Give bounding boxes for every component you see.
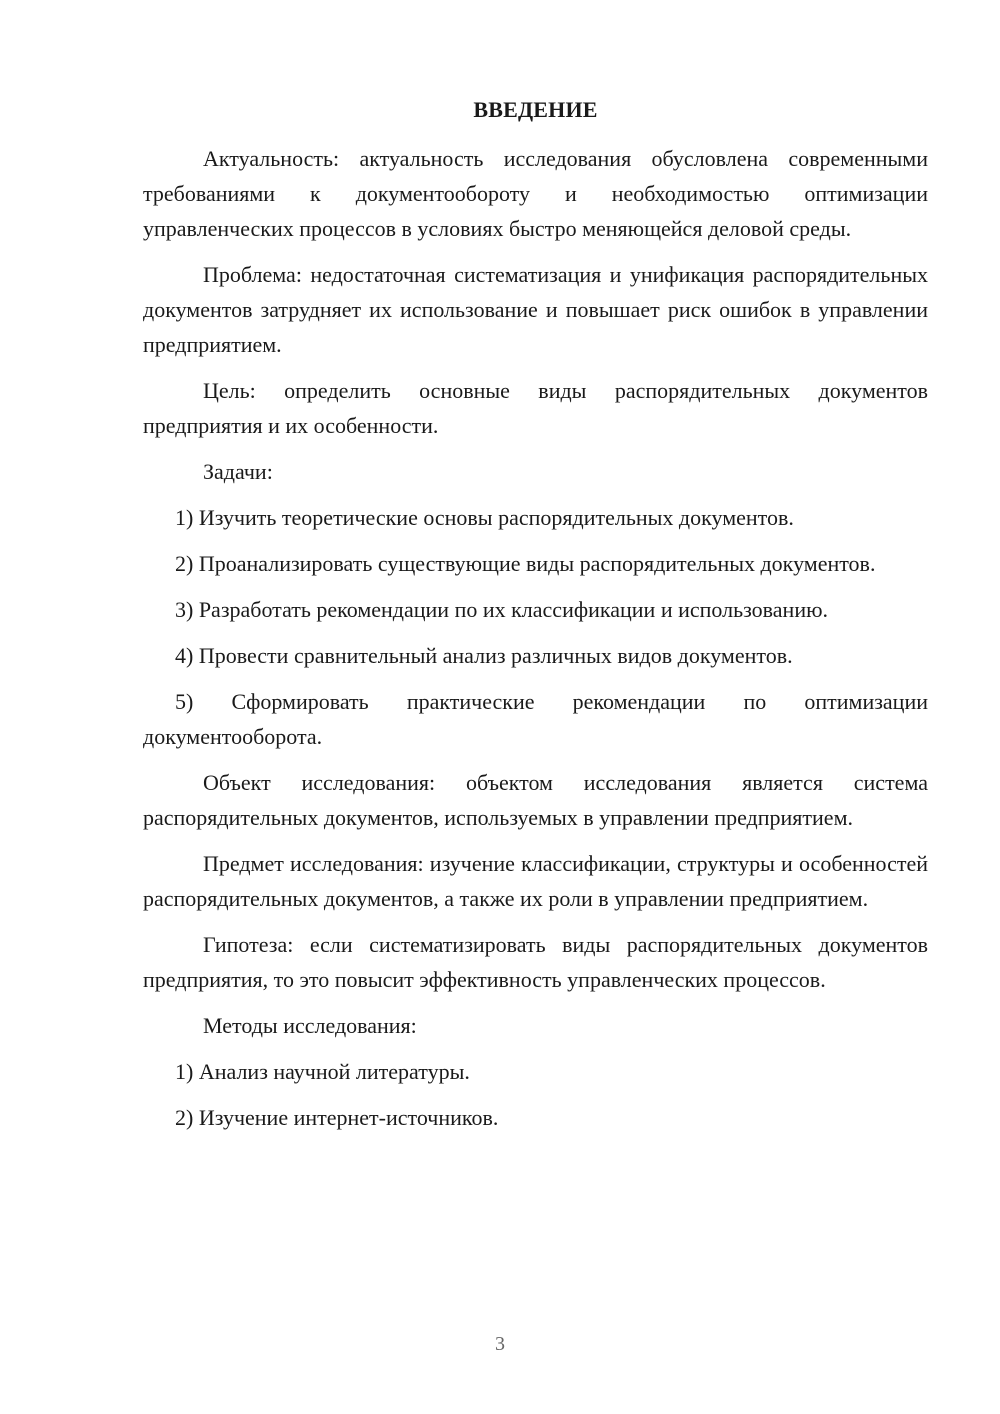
object-paragraph: Объект исследования: объектом исследования является система распорядительных документов, используемых в управлении предприятием. bbox=[143, 770, 928, 830]
task-item-3: 3) Разработать рекомендации по их классификации и использованию. bbox=[175, 597, 829, 622]
page-title: ВВЕДЕНИЕ bbox=[473, 97, 598, 122]
task-item-2: 2) Проанализировать существующие виды распорядительных документов. bbox=[175, 551, 876, 576]
subject-paragraph: Предмет исследования: изучение классификации, структуры и особенностей распорядительных документов, а также их роли в управлении предприятием. bbox=[143, 851, 928, 911]
page-number: 3 bbox=[495, 1333, 505, 1355]
goal-paragraph: Цель: определить основные виды распорядительных документов предприятия и их особенности. bbox=[143, 378, 928, 438]
method-item-2: 2) Изучение интернет-источников. bbox=[175, 1105, 499, 1130]
task-item-5: 5) Сформировать практические рекомендации по оптимизации документооборота. bbox=[143, 689, 928, 749]
method-item-1: 1) Анализ научной литературы. bbox=[175, 1059, 470, 1084]
task-item-4: 4) Провести сравнительный анализ различных видов документов. bbox=[175, 643, 793, 668]
hypothesis-paragraph: Гипотеза: если систематизировать виды распорядительных документов предприятия, то это повысит эффективность управленческих процессов. bbox=[143, 932, 928, 992]
document-page bbox=[143, 92, 928, 1146]
task-item-1: 1) Изучить теоретические основы распорядительных документов. bbox=[175, 505, 794, 530]
problem-paragraph: Проблема: недостаточная систематизация и унификация распорядительных документов затрудняет их использование и повышает риск ошибок в управлении предприятием. bbox=[143, 262, 928, 357]
methods-heading: Методы исследования: bbox=[203, 1013, 417, 1038]
relevance-paragraph: Актуальность: актуальность исследования обусловлена современными требованиями к документообороту и необходимостью оптимизации управленческих процессов в условиях быстро меняющейся деловой среды. bbox=[143, 146, 928, 241]
tasks-heading: Задачи: bbox=[203, 459, 273, 484]
